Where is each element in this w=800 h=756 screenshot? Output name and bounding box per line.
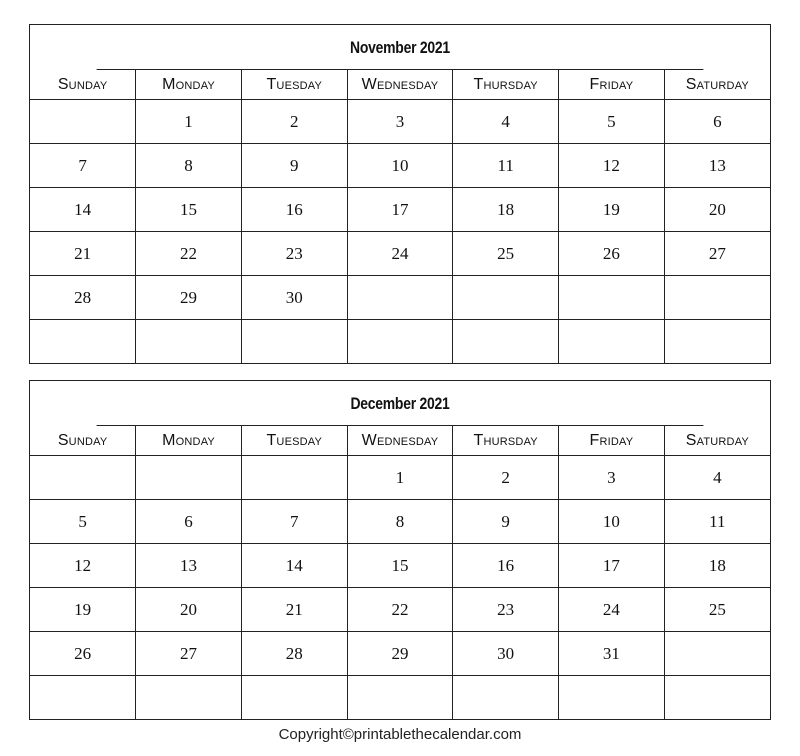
day-cell: 9 bbox=[453, 500, 559, 544]
day-cell: 10 bbox=[347, 144, 453, 188]
day-cell: 4 bbox=[453, 100, 559, 144]
day-cell: 28 bbox=[241, 632, 347, 676]
day-cell: 30 bbox=[453, 632, 559, 676]
day-cell bbox=[30, 320, 136, 364]
weekday-thursday: Thursday bbox=[453, 426, 559, 456]
day-cell bbox=[664, 632, 770, 676]
day-cell: 14 bbox=[30, 188, 136, 232]
weekday-tuesday: Tuesday bbox=[241, 426, 347, 456]
day-cell: 7 bbox=[30, 144, 136, 188]
day-cell: 13 bbox=[136, 544, 242, 588]
day-cell bbox=[241, 320, 347, 364]
day-cell: 5 bbox=[30, 500, 136, 544]
day-cell: 26 bbox=[559, 232, 665, 276]
day-cell bbox=[347, 676, 453, 720]
day-cell: 28 bbox=[30, 276, 136, 320]
day-cell bbox=[347, 276, 453, 320]
day-cell: 17 bbox=[559, 544, 665, 588]
day-cell: 17 bbox=[347, 188, 453, 232]
day-cell bbox=[136, 456, 242, 500]
day-cell bbox=[559, 676, 665, 720]
day-cell: 18 bbox=[664, 544, 770, 588]
day-cell: 23 bbox=[453, 588, 559, 632]
day-cell: 6 bbox=[664, 100, 770, 144]
day-cell bbox=[30, 100, 136, 144]
week-row bbox=[30, 188, 770, 232]
day-cell bbox=[241, 676, 347, 720]
day-cell: 27 bbox=[136, 632, 242, 676]
day-cell bbox=[664, 320, 770, 364]
day-cell: 7 bbox=[241, 500, 347, 544]
calendar-december-2021 bbox=[29, 380, 771, 720]
weekday-sunday: Sunday bbox=[30, 426, 136, 456]
day-cell: 25 bbox=[664, 588, 770, 632]
day-cell: 2 bbox=[241, 100, 347, 144]
day-cell: 3 bbox=[347, 100, 453, 144]
weekday-friday: Friday bbox=[559, 70, 665, 100]
day-cell: 26 bbox=[30, 632, 136, 676]
day-cell: 22 bbox=[347, 588, 453, 632]
day-cell: 13 bbox=[664, 144, 770, 188]
month-grid bbox=[30, 70, 770, 363]
day-cell bbox=[136, 676, 242, 720]
week-row bbox=[30, 100, 770, 144]
day-cell bbox=[30, 456, 136, 500]
day-cell: 21 bbox=[30, 232, 136, 276]
day-cell: 9 bbox=[241, 144, 347, 188]
weekday-header-row bbox=[30, 70, 770, 100]
weekday-wednesday: Wednesday bbox=[347, 70, 453, 100]
day-cell bbox=[559, 276, 665, 320]
day-cell: 18 bbox=[453, 188, 559, 232]
day-cell: 16 bbox=[453, 544, 559, 588]
day-cell: 20 bbox=[664, 188, 770, 232]
day-cell: 12 bbox=[30, 544, 136, 588]
week-row bbox=[30, 632, 770, 676]
day-cell: 22 bbox=[136, 232, 242, 276]
day-cell bbox=[664, 676, 770, 720]
weekday-saturday: Saturday bbox=[664, 70, 770, 100]
week-row bbox=[30, 456, 770, 500]
day-cell: 24 bbox=[347, 232, 453, 276]
day-cell: 20 bbox=[136, 588, 242, 632]
weekday-tuesday: Tuesday bbox=[241, 70, 347, 100]
day-cell: 27 bbox=[664, 232, 770, 276]
day-cell: 2 bbox=[453, 456, 559, 500]
week-row bbox=[30, 144, 770, 188]
week-row bbox=[30, 500, 770, 544]
day-cell: 11 bbox=[664, 500, 770, 544]
day-cell bbox=[453, 320, 559, 364]
day-cell: 25 bbox=[453, 232, 559, 276]
day-cell: 30 bbox=[241, 276, 347, 320]
day-cell: 1 bbox=[136, 100, 242, 144]
day-cell bbox=[453, 276, 559, 320]
day-cell bbox=[241, 456, 347, 500]
weekday-monday: Monday bbox=[136, 70, 242, 100]
weekday-friday: Friday bbox=[559, 426, 665, 456]
copyright-text: Copyright©printablethecalendar.com bbox=[278, 726, 522, 743]
day-cell: 15 bbox=[136, 188, 242, 232]
day-cell: 1 bbox=[347, 456, 453, 500]
weekday-sunday: Sunday bbox=[30, 70, 136, 100]
weekday-thursday: Thursday bbox=[453, 70, 559, 100]
day-cell: 10 bbox=[559, 500, 665, 544]
day-cell: 19 bbox=[30, 588, 136, 632]
month-grid bbox=[30, 426, 770, 719]
week-row bbox=[30, 320, 770, 364]
day-cell: 12 bbox=[559, 144, 665, 188]
week-row bbox=[30, 276, 770, 320]
day-cell: 14 bbox=[241, 544, 347, 588]
day-cell bbox=[30, 676, 136, 720]
day-cell: 16 bbox=[241, 188, 347, 232]
day-cell: 24 bbox=[559, 588, 665, 632]
month-title: December 2021 bbox=[97, 381, 704, 426]
day-cell: 21 bbox=[241, 588, 347, 632]
weekday-wednesday: Wednesday bbox=[347, 426, 453, 456]
weekday-header-row bbox=[30, 426, 770, 456]
day-cell: 5 bbox=[559, 100, 665, 144]
day-cell: 3 bbox=[559, 456, 665, 500]
day-cell: 4 bbox=[664, 456, 770, 500]
day-cell bbox=[453, 676, 559, 720]
day-cell: 23 bbox=[241, 232, 347, 276]
day-cell bbox=[559, 320, 665, 364]
day-cell: 29 bbox=[347, 632, 453, 676]
month-title: November 2021 bbox=[97, 25, 704, 70]
week-row bbox=[30, 676, 770, 720]
weekday-monday: Monday bbox=[136, 426, 242, 456]
day-cell: 29 bbox=[136, 276, 242, 320]
day-cell bbox=[136, 320, 242, 364]
week-row bbox=[30, 232, 770, 276]
day-cell bbox=[347, 320, 453, 364]
calendar-november-2021 bbox=[29, 24, 771, 364]
day-cell bbox=[664, 276, 770, 320]
day-cell: 11 bbox=[453, 144, 559, 188]
day-cell: 8 bbox=[136, 144, 242, 188]
day-cell: 19 bbox=[559, 188, 665, 232]
day-cell: 8 bbox=[347, 500, 453, 544]
week-row bbox=[30, 544, 770, 588]
day-cell: 15 bbox=[347, 544, 453, 588]
weekday-saturday: Saturday bbox=[664, 426, 770, 456]
day-cell: 31 bbox=[559, 632, 665, 676]
week-row bbox=[30, 588, 770, 632]
day-cell: 6 bbox=[136, 500, 242, 544]
